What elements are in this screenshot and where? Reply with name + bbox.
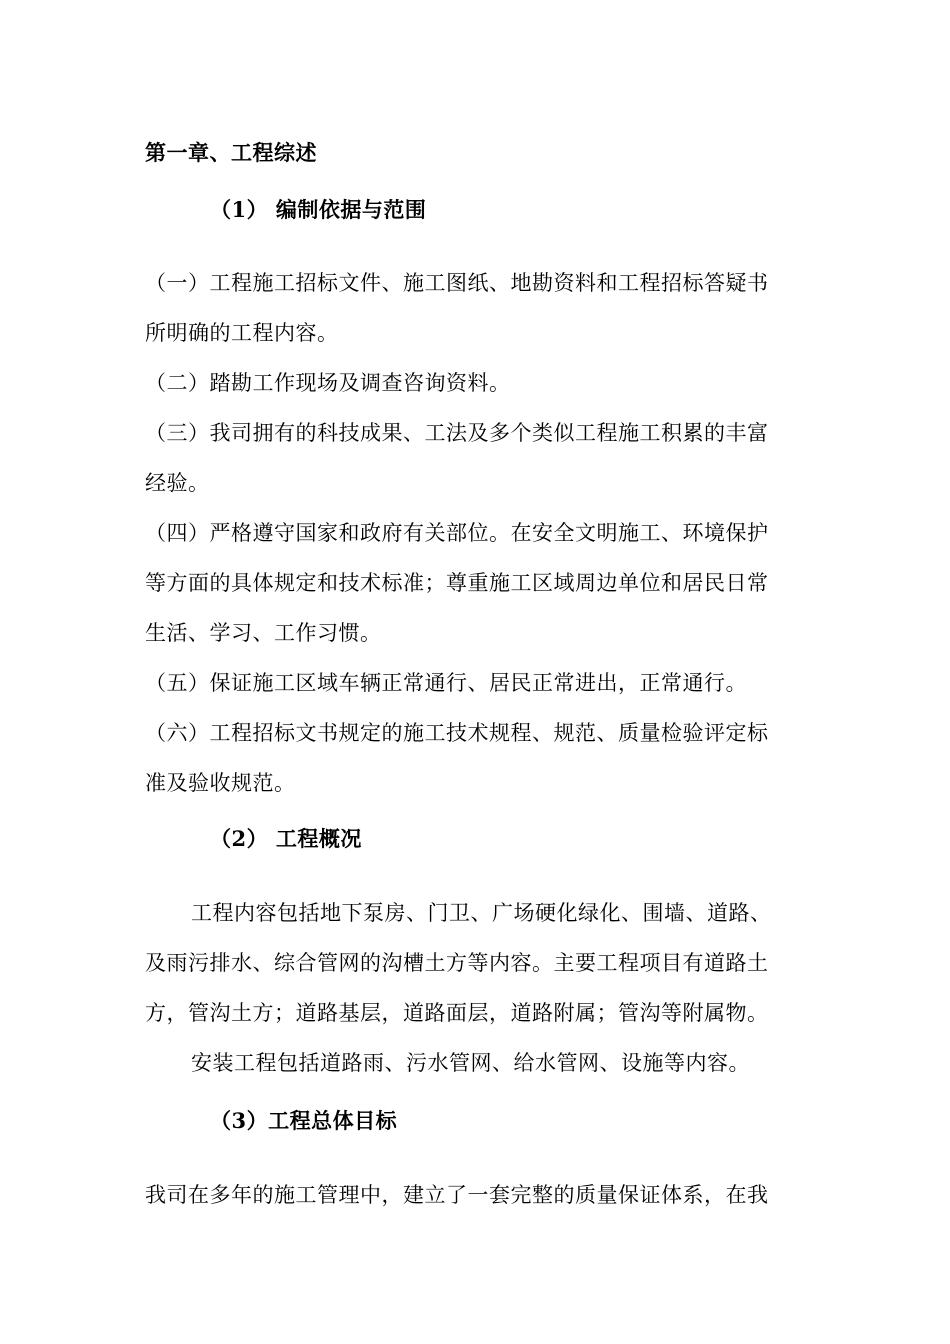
section2-body bbox=[145, 888, 810, 1088]
paragraph: 工程内容包括地下泵房、门卫、广场硬化绿化、围墙、道路、 及雨污排水、综合管网的沟槽土方等内容。主要工程项目有道路土 方，管沟土方；道路基层，道路面层，道路附属；管沟等附属物。 bbox=[145, 901, 772, 1025]
list-item: （五）保证施工区域车辆正常通行、居民正常进出，正常通行。 bbox=[145, 671, 747, 695]
paragraph: 我司在多年的施工管理中，建立了一套完整的质量保证体系，在我 bbox=[145, 1183, 769, 1207]
list-item: （四）严格遵守国家和政府有关部位。在安全文明施工、环境保护 等方面的具体规定和技术标准；尊重施工区域周边单位和居民日常 生活、学习、工作习惯。 bbox=[145, 521, 769, 645]
list-item: （三）我司拥有的科技成果、工法及多个类似工程施工积累的丰富 经验。 bbox=[145, 421, 769, 495]
section-heading-2: （2） 工程概况 bbox=[210, 826, 362, 851]
list-item: （二）踏勘工作现场及调查咨询资料。 bbox=[145, 371, 511, 395]
section-heading-1: （1） 编制依据与范围 bbox=[210, 197, 427, 222]
chapter-title: 第一章、工程综述 bbox=[145, 140, 317, 165]
section3-body bbox=[145, 1170, 810, 1220]
paragraph: 安装工程包括道路雨、污水管网、给水管网、设施等内容。 bbox=[191, 1051, 750, 1075]
section1-list bbox=[145, 258, 810, 808]
section-heading-3: （3）工程总体目标 bbox=[210, 1108, 398, 1133]
list-item: （六）工程招标文书规定的施工技术规程、规范、质量检验评定标 准及验收规范。 bbox=[145, 721, 769, 795]
list-item: （一）工程施工招标文件、施工图纸、地勘资料和工程招标答疑书 所明确的工程内容。 bbox=[145, 271, 769, 345]
